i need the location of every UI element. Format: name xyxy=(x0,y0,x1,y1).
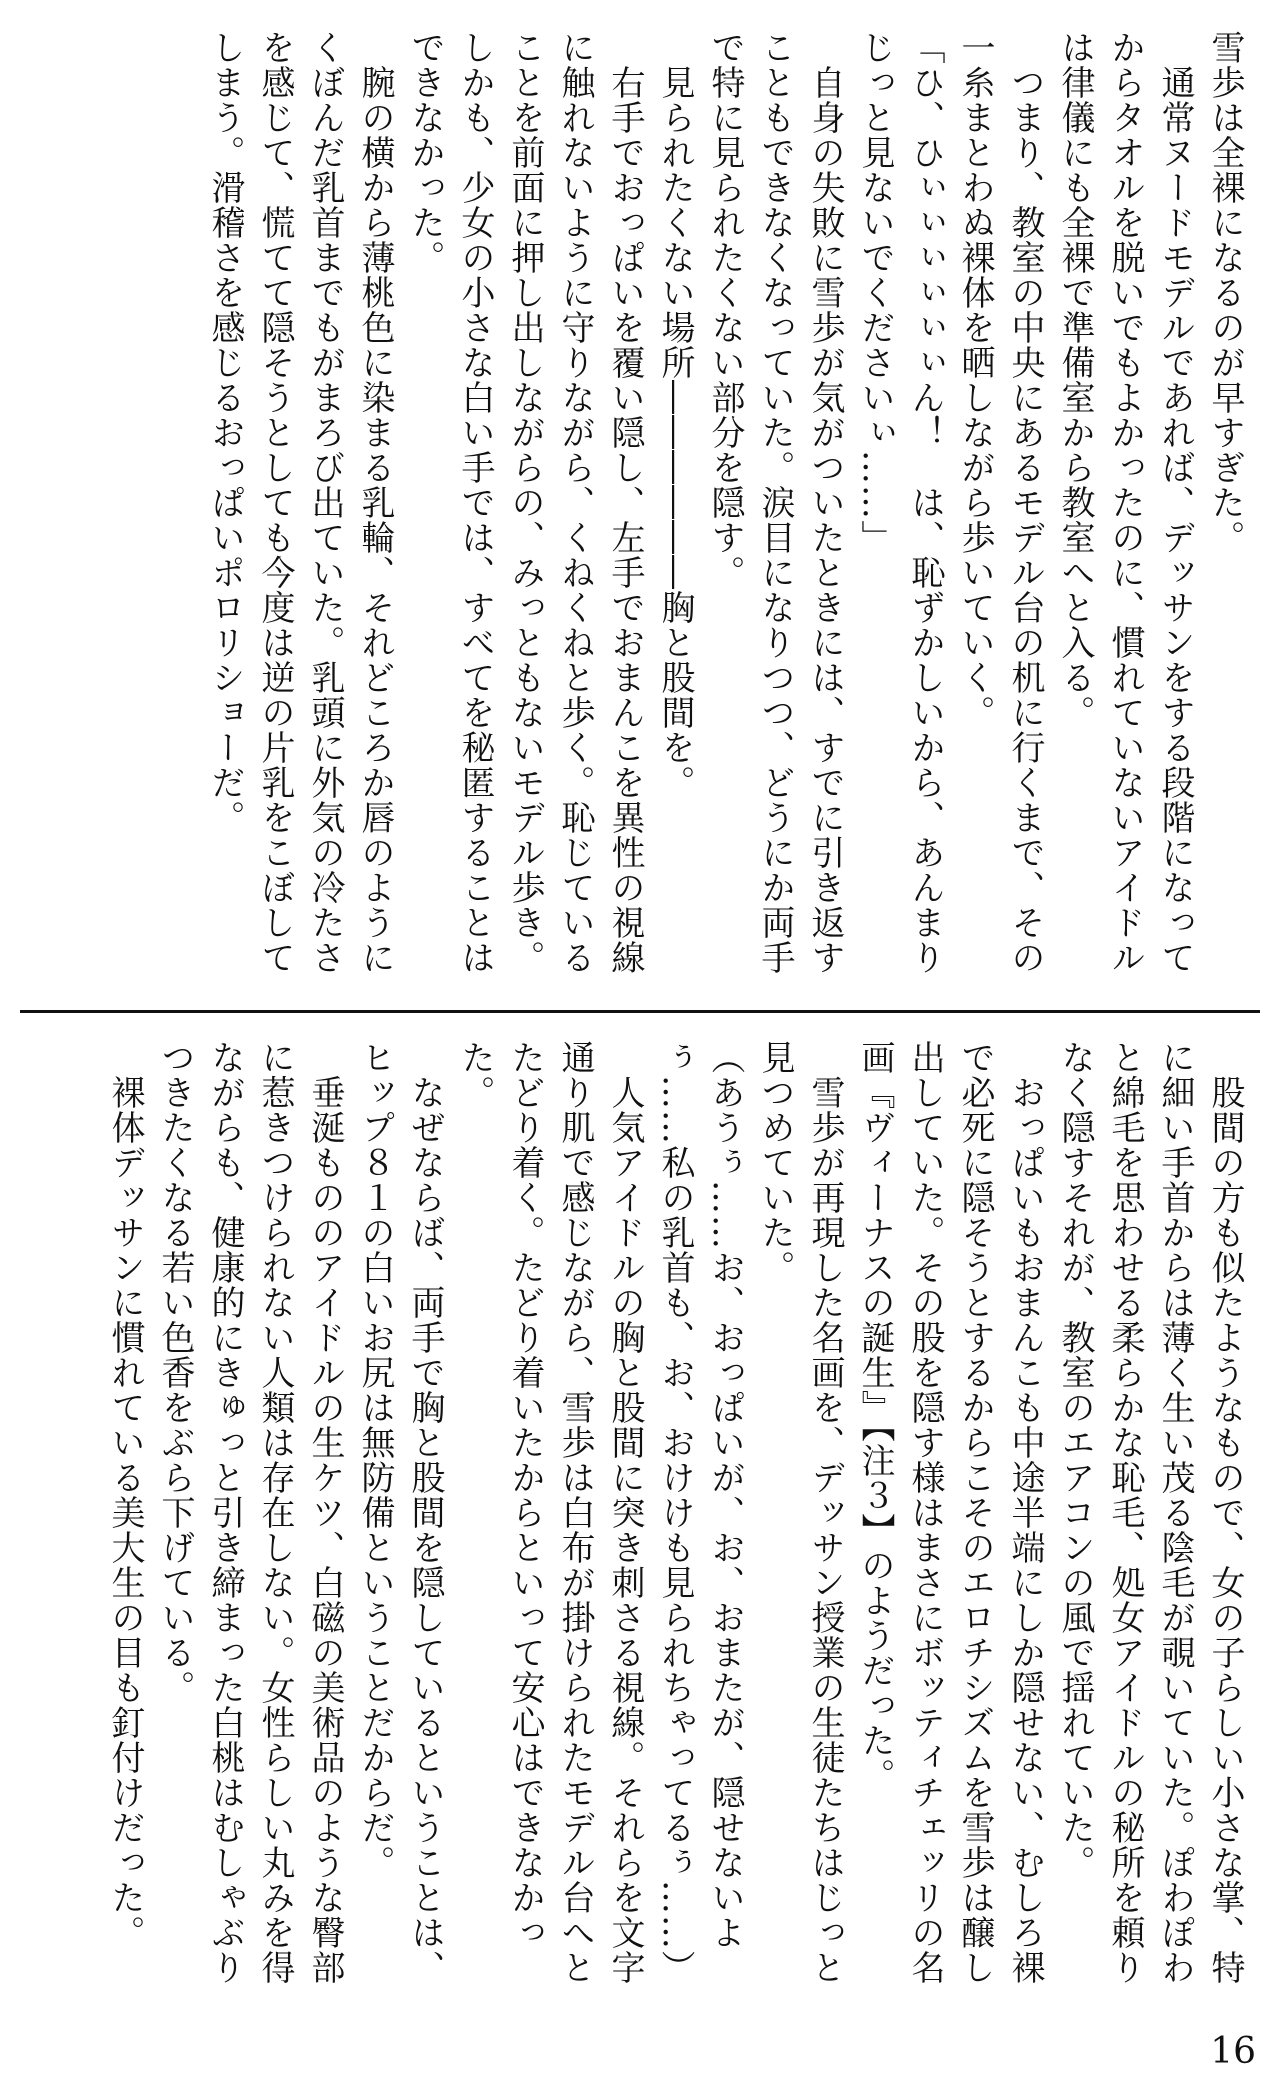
paragraph: 腕の横から薄桃色に染まる乳輪、それどころか唇のようにくぼんだ乳首までもがまろび出ていた。乳頭に外気の冷たさを感じて、慌てて隠そうとしても今度は逆の片乳をこぼしてしまう。滑稽さを感じるおっぱいポロリショーだ。 xyxy=(205,30,395,975)
paragraph: 裸体デッサンに慣れている美大生の目も釘付けだった。 xyxy=(105,1040,145,1950)
lower-text-block xyxy=(30,1040,1250,2000)
lower-vertical-column xyxy=(100,1040,1250,2000)
paragraph: おっぱいもおまんこも中途半端にしか隠せない、むしろ裸で必死に隠そうとするからこそのエロチシズムを雪歩は醸し出していた。その股を隠す様はまさにボッティチェッリの名画『ヴィーナスの誕生』【注３】のようだった。 xyxy=(855,1040,1045,1985)
dialogue-paragraph: 「ひ、ひぃぃぃぃぃぃん！ は、恥ずかしいから、あんまりじっと見ないでくださいぃ……」 xyxy=(855,30,945,975)
paragraph: 人気アイドルの胸と股間に突き刺さる視線。それらを文字通り肌で感じながら、雪歩は白布が掛けられたモデル台へとたどり着く。たどり着いたからといって安心はできなかった。 xyxy=(455,1040,645,1985)
paragraph: 雪歩は全裸になるのが早すぎた。 xyxy=(1205,30,1245,555)
paragraph: 通常ヌードモデルであれば、デッサンをする段階になってからタオルを脱いでもよかったのに、慣れていないアイドルは律儀にも全裸で準備室から教室へと入る。 xyxy=(1055,30,1195,975)
paragraph: なぜならば、両手で胸と股間を隠しているということは、ヒップ８１の白いお尻は無防備ということだからだ。 xyxy=(355,1040,445,1985)
paragraph: つまり、教室の中央にあるモデル台の机に行くまで、その一糸まとわぬ裸体を晒しながら歩いていく。 xyxy=(955,30,1045,975)
section-divider xyxy=(20,1010,1260,1013)
monologue-paragraph: （あうぅ……お、おっぱいが、お、おまたが、隠せないよぅ……私の乳首も、お、おけけも見られちゃってるぅ……） xyxy=(655,1040,745,1985)
paragraph: 垂涎もののアイドルの生ケツ、白磁の美術品のような臀部に惹きつけられない人類は存在しない。女性らしい丸みを得ながらも、健康的にきゅっと引き締まった白桃はむしゃぶりつきたくなる若い色香をぶら下げている。 xyxy=(155,1040,345,1985)
paragraph: 雪歩が再現した名画を、デッサン授業の生徒たちはじっと見つめていた。 xyxy=(755,1040,845,1985)
upper-text-block xyxy=(30,30,1250,990)
paragraph: 自身の失敗に雪歩が気がついたときには、すでに引き返すこともできなくなっていた。涙目になりつつ、どうにか両手で特に見られたくない部分を隠す。 xyxy=(705,30,845,975)
upper-vertical-column xyxy=(200,30,1250,990)
paragraph: 見られたくない場所――――――胸と股間を。 xyxy=(655,30,695,800)
paragraph: 右手でおっぱいを覆い隠し、左手でおまんこを異性の視線に触れないように守りながら、くねくねと歩く。恥じていることを前面に押し出しながらの、みっともないモデル歩き。しかも、少女の小さな白い手では、すべてを秘匿することはできなかった。 xyxy=(405,30,645,975)
paragraph: 股間の方も似たようなもので、女の子らしい小さな掌、特に細い手首からは薄く生い茂る陰毛が覗いていた。ぽわぽわと綿毛を思わせる柔らかな恥毛、処女アイドルの秘所を頼りなく隠すそれが、教室のエアコンの風で揺れていた。 xyxy=(1055,1040,1245,1985)
page-number: 16 xyxy=(1210,2031,1256,2072)
